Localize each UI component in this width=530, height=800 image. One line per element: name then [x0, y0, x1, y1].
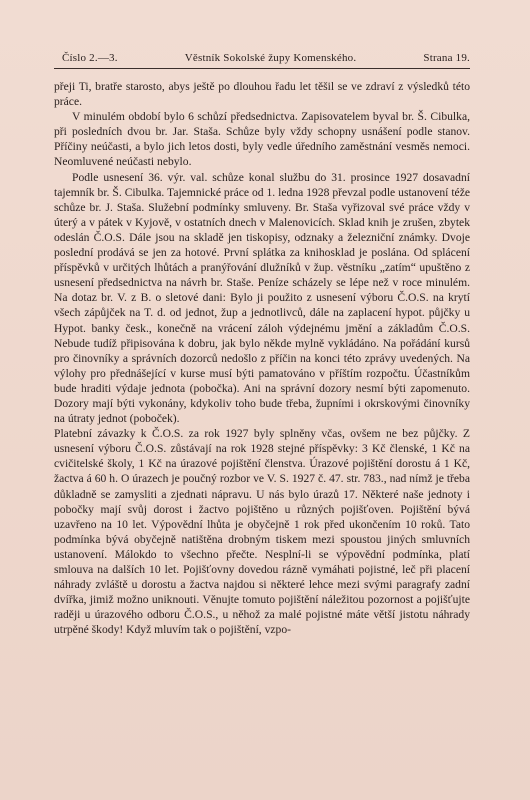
page-number: Strana 19. — [423, 52, 470, 64]
paragraph-4: Platební závazky k Č.O.S. za rok 1927 byly splněny včas, ovšem ne bez půjčky. Z usnesení výboru Č.O.S. zůstávají na rok 1928 stejné příspěvky: 3 Kč členské, 1 Kč na cvičitelské školy, 1 Kč na úrazové pojištění členstva. Úrazové pojištění dorostu á 1 Kč, žactva á 60 h. O úrazech je poučný rozbor ve V. S. 1927 č. 47. str. 783., nad nímž je třeba důkladně se zamysliti a zjednati nápravu. U nás bylo úrazů 17. Některé naše jednoty i pobočky mají svůj dorost i žactvo pojištěno u různých pojišťoven. Pojištění bývá uzavřeno na 10 let. Výpovědní lhůta je obyčejně 1 rok před ukončením 10 roků. Tato podmínka bývá obyčejně natištěna drobným tiskem mezi spoustou jiných smluvních ustanovení. Málokdo to všechno přečte. Nesplní-li se výpovědní podmínka, platí smlouva na dalších 10 let. Pojišťovny dovedou rázně vymáhati pojistné, leč při placení náhrady zvláště u dorostu a žactva najdou si některé lehce mezi svými paragrafy zadní dvířka, jimiž možno uniknouti. Věnujte tomuto pojištění náležitou pozornost a pojišťujte raději u úrazového odboru Č.O.S., u něhož za malé pojistné máte větší jistotu náhrady utrpěné škody! Když mluvím tak o pojištění, vzpo- — [54, 427, 470, 637]
paragraph-3: Podle usnesení 36. výr. val. schůze konal službu do 31. prosince 1927 dosavadní tajemník br. Š. Cibulka. Tajemnické práce od 1. ledna 1928 převzal podle ustanovení téže schůze br. J. Staša. Služební podmínky smluveny. Br. Staša vyřizoval své práce vždy v úterý a v pátek v Kyjově, v ostatních dnech v Malenovicích. Sklad knih je zrušen, zbytek odeslán Č.O.S. Dále jsou na skladě jen tiskopisy, odznaky a železniční známky. Dvoje poslední prodává se jen za hotové. První splátka za knihosklad je poslána. Od splácení příspěvků v určitých lhůtách a pranýřování dlužníků v žup. věstníku „zatím“ upuštěno z usnesení předsednictva na návrh br. Staše. Peníze scházely se lépe než v roce minulém. Na dotaz br. V. z B. o sletové dani: Bylo ji použito z usnesení výboru Č.O.S. na krytí všech zápůjček na T. d. od jednot, žup a jednotlivců, dále na zaplacení hypot. půjčky u Hypot. banky česk., konečně na vrácení záloh výdejnému jmění a základům Č.O.S. Nebude tudíž připisována k dobru, jak bylo někde mylně vykládáno. Na pořádání kursů pro činovníky a správních dozorců nedošlo z příčin na konci této zprávy uvedených. Na výlohy pro přednášející v kurse musí býti pamatováno v příštím rozpočtu. Účastníkům bude hraditi výdaje jednota (pobočka). Ani na správní dozory nesmí býti zapomenuto. Dozory mají býti vykonány, kdykoliv toho bude třeba, župními i okrskovými činovníky na útraty jednot (poboček). — [54, 170, 470, 426]
header-rule — [54, 68, 470, 69]
article-body — [54, 79, 470, 637]
issue-number: Číslo 2.—3. — [62, 52, 118, 64]
paragraph-1: přeji Ti, bratře starosto, abys ještě po dlouhou řadu let těšil se ve zdraví z výsledků této práce. — [54, 80, 470, 109]
running-header — [62, 52, 470, 64]
journal-title: Věstník Sokolské župy Komenského. — [184, 52, 357, 64]
paragraph-2: V minulém období bylo 6 schůzí předsednictva. Zapisovatelem byval br. Š. Cibulka, při posledních dvou br. Jar. Staša. Schůze byly vždy schopny usnášení podle stanov. Příčiny neúčasti, a bylo jich letos dosti, byly vedle úředního zaměstnání vesměs nemoci. Neomluvené neúčasti nebylo. — [54, 110, 470, 169]
